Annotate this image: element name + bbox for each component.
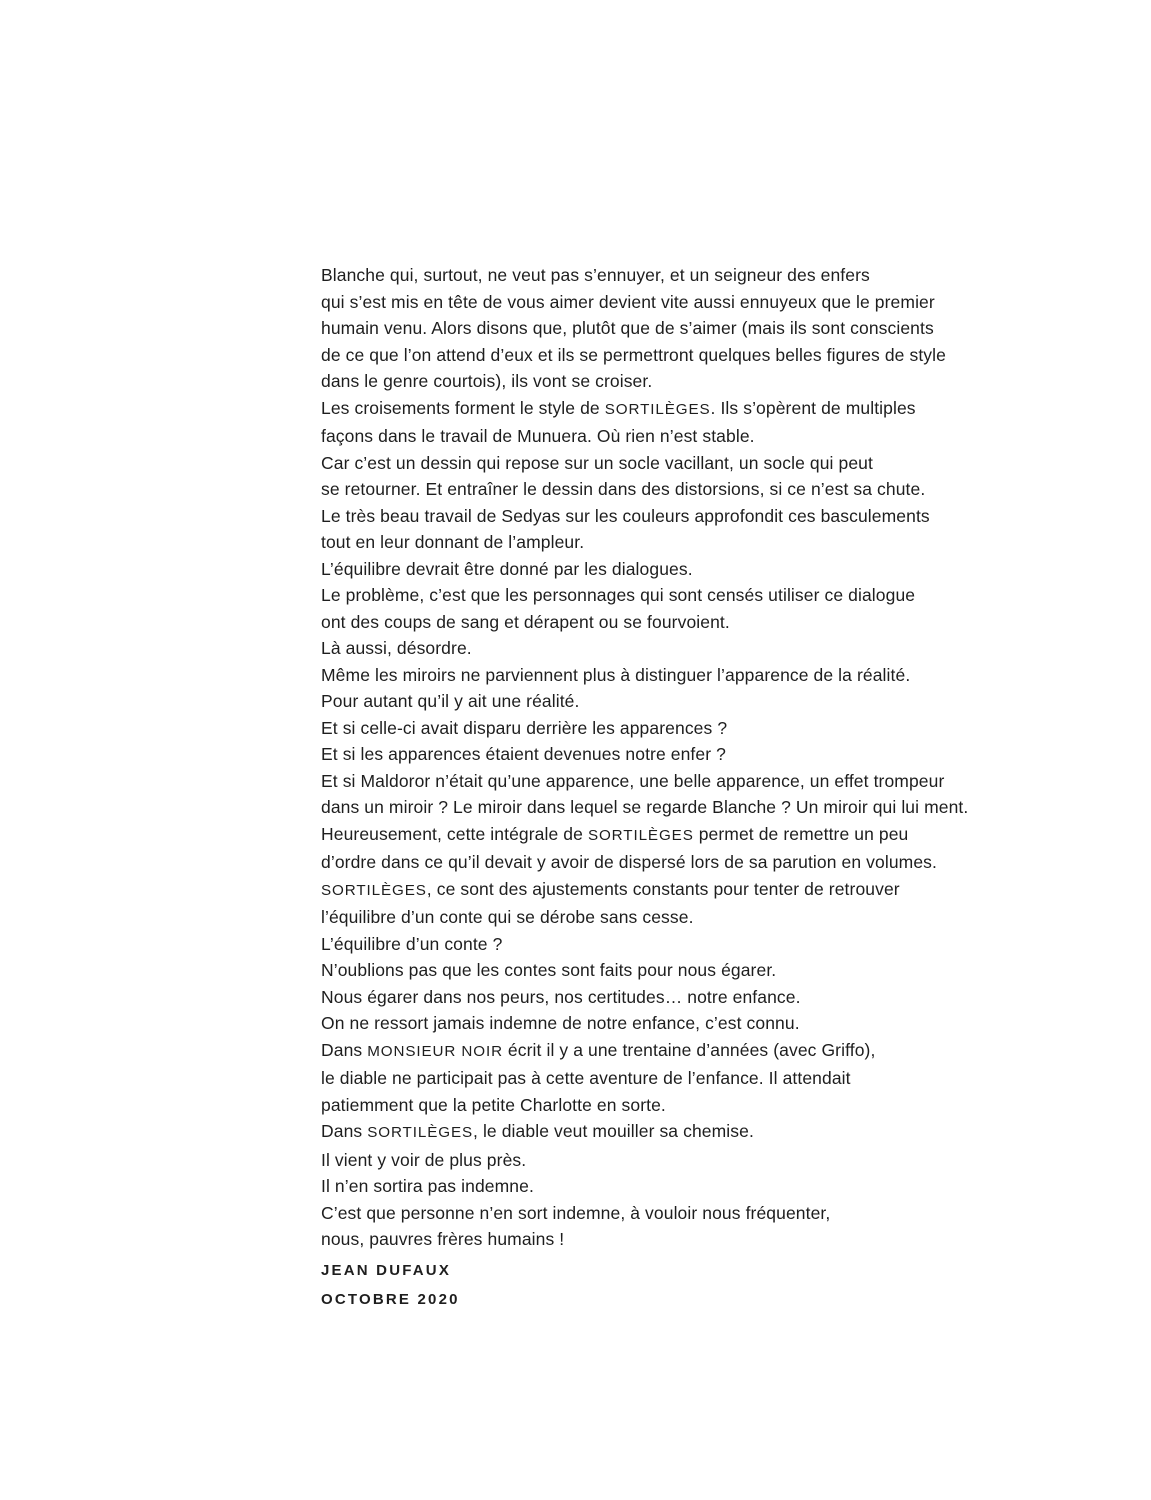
text-segment: Pour autant qu’il y ait une réalité. [321,691,580,711]
text-line [321,1200,1021,1227]
text-line [321,1065,1021,1092]
text-line [321,957,1021,984]
text-segment: Même les miroirs ne parviennent plus à distinguer l’apparence de la réalité. [321,664,911,685]
text-segment: Il vient y voir de plus près. [321,1149,527,1170]
text-line [321,1226,1021,1253]
text-segment: Heureusement, cette intégrale de [321,823,588,844]
text-line [321,688,1021,715]
text-line [321,1173,1021,1200]
text-segment: Nous égarer dans nos peurs, nos certitudes… notre enfance. [321,986,801,1007]
text-segment: dans un miroir ? Le miroir dans lequel se regarde Blanche ? Un miroir qui lui ment. [321,797,969,817]
text-segment: se retourner. Et entraîner le dessin dans des distorsions, si ce n’est sa chute. [321,479,926,499]
text-line [321,904,1021,931]
text-line [321,368,1021,395]
text-line [321,931,1021,958]
text-line [321,476,1021,503]
text-line [321,342,1021,369]
text-segment: façons dans le travail de Munuera. Où rien n’est stable. [321,426,755,446]
text-segment: Car c’est un dessin qui repose sur un socle vacillant, un socle qui peut [321,452,873,473]
text-line [321,1037,1021,1066]
text-segment: Et si les apparences étaient devenues notre enfer ? [321,744,726,764]
text-line [321,1092,1021,1119]
text-line [321,1118,1021,1147]
text-line [321,984,1021,1011]
text-segment: Il n’en sortira pas indemne. [321,1176,534,1196]
text-segment: N’oublions pas que les contes sont faits pour nous égarer. [321,960,777,980]
text-segment: Dans [321,1121,368,1141]
text-line [321,315,1021,342]
text-line [321,768,1021,795]
text-segment: L’équilibre devrait être donné par les dialogues. [321,558,693,579]
text-line [321,635,1021,662]
title-smallcaps: SORTILÈGES [321,881,427,899]
text-segment: Et si celle-ci avait disparu derrière les apparences ? [321,717,728,738]
text-line [321,1147,1021,1174]
text-line [321,715,1021,742]
text-segment: ont des coups de sang et dérapent ou se fourvoient. [321,611,730,632]
text-line [321,609,1021,636]
title-smallcaps: MONSIEUR NOIR [367,1042,503,1060]
text-line [321,395,1021,424]
text-line [321,794,1021,821]
text-line [321,1010,1021,1037]
text-line [321,662,1021,689]
text-segment: Le très beau travail de Sedyas sur les couleurs approfondit ces basculements [321,505,930,526]
text-segment: . Ils s’opèrent de multiples [710,397,916,418]
title-smallcaps: SORTILÈGES [604,400,711,418]
text-segment: l’équilibre d’un conte qui se dérobe sans cesse. [321,907,694,927]
text-line [321,876,1021,905]
text-line [321,262,1021,289]
text-segment: dans le genre courtois), ils vont se croiser. [321,371,653,391]
text-line [321,741,1021,768]
text-segment: , le diable veut mouiller sa chemise. [473,1121,754,1141]
text-segment: L’équilibre d’un conte ? [321,933,503,954]
text-segment: de ce que l’on attend d’eux et ils se permettront quelques belles figures de style [321,344,946,365]
signature-date: OCTOBRE 2020 [321,1290,460,1308]
title-smallcaps: SORTILÈGES [587,826,694,844]
text-line [321,582,1021,609]
text-line [321,821,1021,850]
title-smallcaps: SORTILÈGES [367,1124,474,1141]
text-line [321,529,1021,556]
text-line [321,556,1021,583]
text-line [321,450,1021,477]
text-segment: Dans [321,1039,368,1060]
text-segment: , ce sont des ajustements constants pour tenter de retrouver [426,878,900,899]
text-line [321,849,1021,876]
author-name: JEAN DUFAUX [321,1262,452,1279]
text-segment: nous, pauvres frères humains ! [321,1229,565,1249]
text-line [321,289,1021,316]
text-segment: le diable ne participait pas à cette aventure de l’enfance. Il attendait [321,1068,851,1088]
text-segment: patiemment que la petite Charlotte en sorte. [321,1094,666,1115]
text-segment: Là aussi, désordre. [321,638,472,658]
text-segment: tout en leur donnant de l’ampleur. [321,532,585,552]
text-segment: d’ordre dans ce qu’il devait y avoir de dispersé lors de sa parution en volumes. [321,852,937,872]
text-line [321,503,1021,530]
text-segment: Blanche qui, surtout, ne veut pas s’ennuyer, et un seigneur des enfers [321,265,870,285]
text-segment: humain venu. Alors disons que, plutôt que de s’aimer (mais ils sont conscients [321,318,934,338]
text-segment: C’est que personne n’en sort indemne, à vouloir nous fréquenter, [321,1202,831,1223]
text-segment: Les croisements forment le style de [321,397,605,418]
text-segment: Le problème, c’est que les personnages qui sont censés utiliser ce dialogue [321,585,916,605]
body-text [321,262,1021,1253]
text-segment: On ne ressort jamais indemne de notre enfance, c’est connu. [321,1013,800,1033]
text-segment: Et si Maldoror n’était qu’une apparence, une belle apparence, un effet trompeur [321,770,945,791]
text-segment: écrit il y a une trentaine d’années (avec Griffo), [502,1039,876,1060]
text-segment: qui s’est mis en tête de vous aimer devient vite aussi ennuyeux que le premier [321,291,935,312]
text-segment: permet de remettre un peu [693,823,909,844]
signature [321,1257,460,1314]
text-line [321,423,1021,450]
